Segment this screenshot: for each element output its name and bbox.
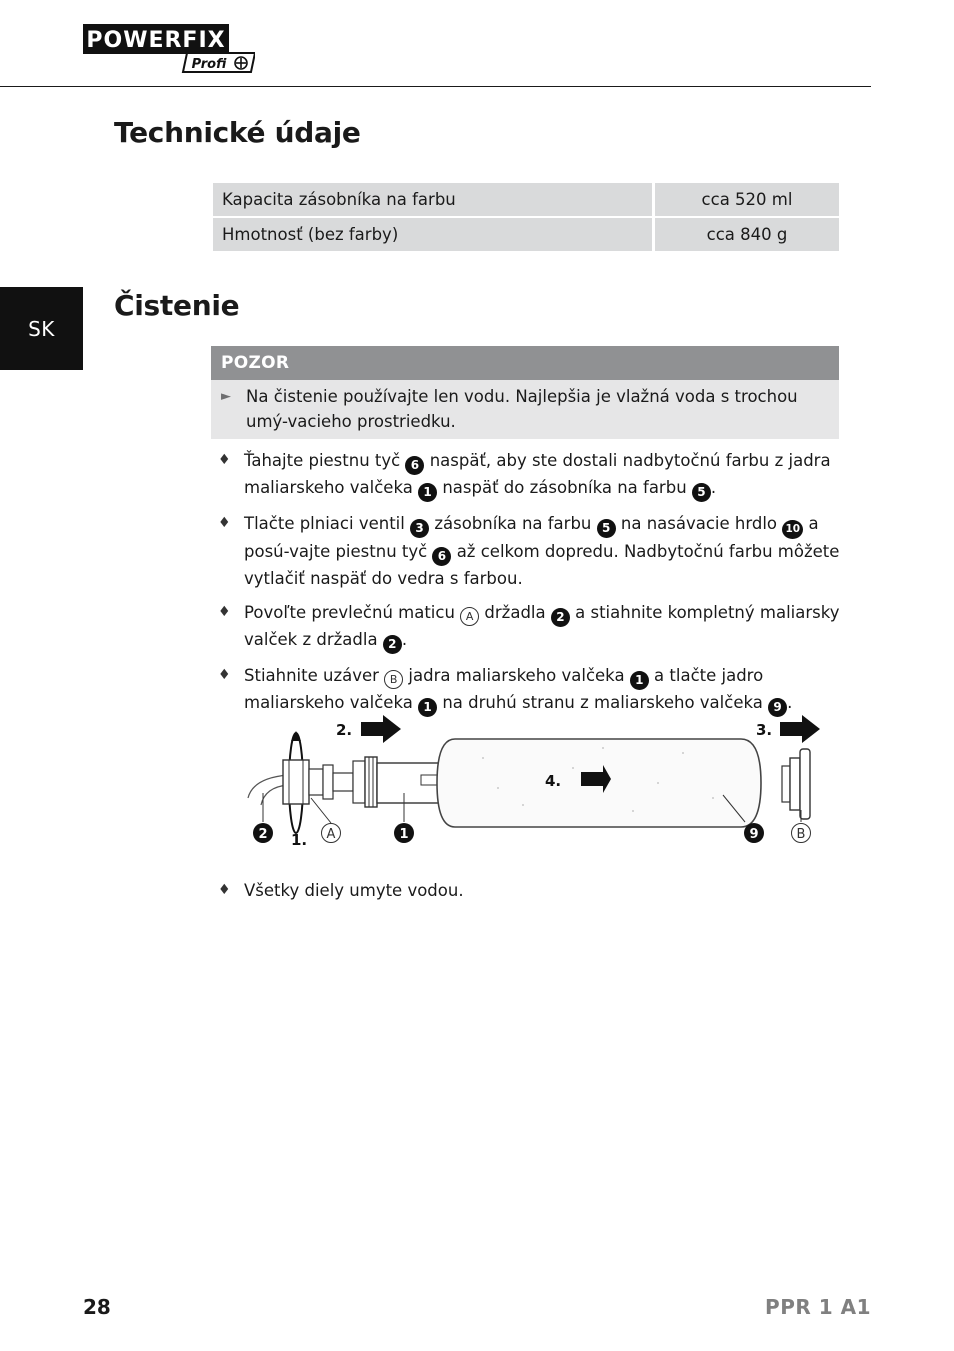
page-number: 28 — [83, 1295, 111, 1319]
cleaning-steps — [218, 448, 842, 726]
part-letter-badge: A — [460, 607, 479, 626]
specs-table — [213, 181, 839, 253]
tech-data-heading: Technické údaje — [114, 116, 361, 149]
step-text: a tlačte jadro maliarskeho valčeka — [244, 666, 764, 712]
part-letter-badge: B — [384, 670, 403, 689]
part-number-badge: 5 — [597, 519, 616, 538]
table-row — [213, 183, 839, 216]
callout-label: 2 — [258, 827, 268, 842]
diamond-bullet-icon: ♦ — [218, 515, 231, 531]
final-steps — [218, 878, 842, 912]
part-number-badge: 1 — [630, 671, 649, 690]
warning-body — [211, 380, 839, 439]
part-number-badge: 2 — [383, 635, 402, 654]
part-number-badge: 1 — [418, 483, 437, 502]
diamond-bullet-icon: ♦ — [218, 882, 231, 898]
warning-box — [211, 346, 839, 439]
callout-label: 1 — [399, 827, 409, 842]
step-text: Stiahnite uzáver — [244, 666, 385, 685]
part-number-badge: 2 — [551, 608, 570, 627]
spec-label: Kapacita zásobníka na farbu — [213, 183, 652, 216]
step-text: a posú-vajte piestnu tyč — [244, 514, 819, 561]
step-text: . — [401, 630, 408, 649]
step-text: Všetky diely umyte vodou. — [244, 881, 464, 900]
step-text: . — [710, 478, 717, 497]
warning-text: Na čistenie používajte len vodu. Najlepšia je vlažná voda s trochou umý-vacieho prostriedku. — [246, 387, 798, 431]
logo-brand-text: POWERFIX — [86, 28, 226, 53]
model-name: PPR 1 A1 — [765, 1295, 871, 1319]
spec-value: cca 840 g — [652, 218, 839, 251]
powerfix-logo — [83, 24, 255, 74]
list-item — [218, 600, 842, 654]
step-text: zásobníka na farbu — [429, 514, 597, 533]
part-number-badge: 6 — [432, 547, 451, 566]
part-number-badge: 10 — [782, 520, 803, 539]
arrow-label: 4. — [545, 772, 562, 790]
step-text: držadla — [479, 603, 551, 622]
triangle-bullet-icon: ► — [221, 389, 231, 404]
step-text: Povoľte prevlečnú maticu — [244, 603, 461, 622]
list-item — [218, 511, 842, 591]
list-item — [218, 448, 842, 502]
table-row — [213, 218, 839, 251]
step-text: naspäť do zásobníka na farbu — [437, 478, 692, 497]
list-item — [218, 663, 842, 717]
diamond-bullet-icon: ♦ — [218, 604, 231, 620]
list-item — [218, 878, 842, 903]
arrow-label: 2. — [336, 721, 353, 739]
spec-value: cca 520 ml — [652, 183, 839, 216]
logo-sub-text: Profi — [191, 57, 227, 72]
part-number-badge: 5 — [692, 483, 711, 502]
part-number-badge: 1 — [418, 698, 437, 717]
diamond-bullet-icon: ♦ — [218, 452, 231, 468]
part-number-badge: 6 — [405, 456, 424, 475]
header-rule — [0, 86, 871, 87]
language-tab: SK — [0, 287, 83, 370]
step-text: na druhú stranu z maliarskeho valčeka — [437, 693, 769, 712]
callout-label: 9 — [749, 827, 759, 842]
step-text: a stiahnite kompletný maliarsky valček z držadla — [244, 603, 840, 649]
arrow-label: 3. — [756, 721, 773, 739]
step-text: na nasávacie hrdlo — [615, 514, 783, 533]
step-text: jadra maliarskeho valčeka — [403, 666, 630, 685]
diamond-bullet-icon: ♦ — [218, 667, 231, 683]
step-text: . — [787, 693, 793, 712]
rotate-label: 1. — [291, 831, 308, 849]
disassembly-figure — [243, 713, 843, 853]
part-number-badge: 3 — [410, 519, 429, 538]
step-text: až celkom dopredu. Nadbytočnú farbu môžete vytlačiť naspäť do vedra s farbou. — [244, 542, 840, 588]
step-text: Ťahajte piestnu tyč — [244, 451, 406, 470]
step-text: Tlačte plniaci ventil — [244, 514, 411, 533]
cleaning-heading: Čistenie — [114, 289, 240, 322]
step-text: naspäť, aby ste dostali nadbytočnú farbu z jadra maliarskeho valčeka — [244, 451, 831, 497]
callout-label: B — [796, 827, 806, 842]
callout-label: A — [326, 827, 336, 842]
part-number-badge: 9 — [768, 698, 787, 717]
spec-label: Hmotnosť (bez farby) — [213, 218, 652, 251]
warning-title: POZOR — [211, 346, 839, 380]
